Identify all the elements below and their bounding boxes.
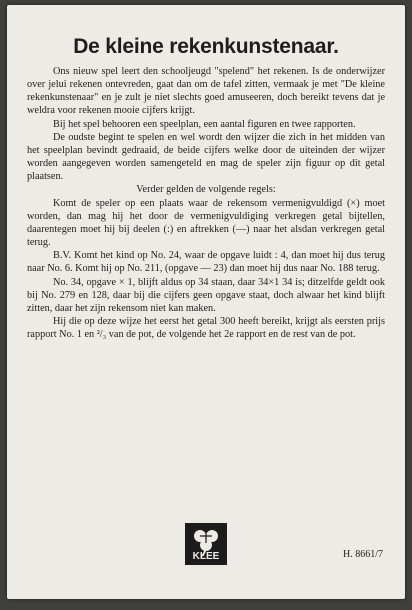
klee-logo bbox=[185, 523, 227, 565]
paragraph-intro: Ons nieuw spel leert den schooljeugd "spelend" het rekenen. Is de onderwijzer over jelui rekenen ontevreden, gaat dan om de tafel zitten, vermaak je met "De kleine rekenkunstenaar" en je zult je niet slechts goed amuseeren, doch bereikt tevens dat je weldra voor rekenen mooie cijfers krijgt. bbox=[27, 66, 385, 117]
document-title: De kleine rekenkunstenaar. bbox=[73, 35, 339, 58]
paragraph-winner: Hij die op deze wijze het eerst het getal 300 heeft bereikt, krijgt als eersten prijs rapport No. 1 en ²/₃ van de pot, de volgende het 2e rapport en de rest van de pot. bbox=[27, 315, 385, 341]
document-footer bbox=[7, 523, 405, 575]
paragraph-example-1: B.V. Komt het kind op No. 24, waar de opgave luidt : 4, dan moet hij dus terug naar No. 6. Komt hij op No. 211, (opgave — 23) dan moet hij dus naar No. 188 terug. bbox=[27, 250, 385, 275]
paragraph-example-2: No. 34, opgave × 1, blijft aldus op 34 staan, daar 34×1 34 is; ditzelfde geldt ook bij No. 279 en 128, daar bij die cijfers geen opgave staat, doch alwaar het kind blijft zitten, daar het zijn rekensom niet kan maken. bbox=[27, 276, 385, 314]
paragraph-components: Bij het spel behooren een speelplan, een aantal figuren en twee rapporten. bbox=[53, 118, 356, 130]
rules-sheet bbox=[7, 5, 405, 599]
product-code: H. 8661/7 bbox=[343, 549, 383, 560]
paragraph-start: De oudste begint te spelen en wel wordt den wijzer die zich in het midden van het speelplan bevindt gedraaid, de beide cijfers welke door de uiteinden der wijzer worden aangegeven worden samengeteld en mag de speler zijn figuur op dit getal plaatsen. bbox=[27, 131, 385, 183]
paragraph-rule-multiply: Komt de speler op een plaats waar de rekensom vermenigvuldigd (×) moet worden, dan mag hij het door de vermenigvuldiging verkregen getal bijtellen, daarentegen moet hij bij deelen (:) en aftrekken (—) naar het alsdan verkregen getal terug. bbox=[27, 197, 385, 249]
paragraph-rules-heading: Verder gelden de volgende regels: bbox=[136, 184, 276, 196]
document-body bbox=[27, 65, 385, 341]
logo-text: KLEE bbox=[192, 551, 220, 562]
